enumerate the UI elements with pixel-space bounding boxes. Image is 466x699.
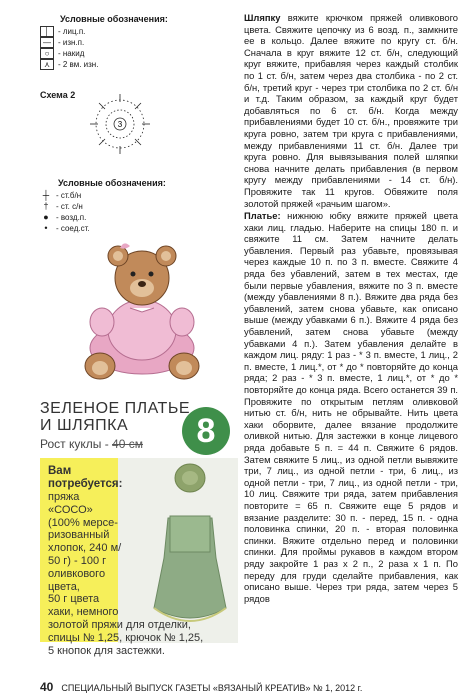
materials-line: цвета,: [48, 580, 80, 593]
materials-line: ризованный: [48, 529, 110, 542]
materials-heading1: Вам: [48, 465, 72, 477]
materials-line: спицы № 1,25, крючок № 1,25,: [48, 631, 204, 644]
pattern-number-badge: 8: [182, 407, 230, 455]
instructions-column: [244, 12, 458, 604]
legend-knitting: [40, 14, 210, 70]
double-crochet-icon: †: [43, 201, 49, 211]
dress-paragraph: [244, 210, 458, 604]
scheme-center-number: 3: [117, 120, 123, 129]
legend-row: • - соед.ст.: [40, 223, 210, 234]
teddy-bear-illustration: [72, 240, 212, 390]
pattern-title-line2: И ШЛЯПКА: [40, 417, 129, 434]
materials-line: «СОСО»: [48, 503, 93, 516]
legend-row: — - изн.п.: [40, 37, 210, 48]
pattern-title: [40, 400, 190, 434]
chain-stitch-icon: ●: [43, 212, 49, 222]
legend-row: ⋏ - 2 вм. изн.: [40, 59, 210, 70]
doll-height: [40, 437, 143, 451]
materials-text: [48, 465, 228, 657]
materials-line: (100% мерсе-: [48, 516, 118, 529]
legend-row: ○ - накид: [40, 48, 210, 59]
legend-knitting-title: Условные обозначения:: [60, 14, 168, 24]
hat-text: вяжите крючком пряжей оливкового цвета. Свяжите цепочку из 6 возд. п., замкните ее в кольцо. Далее вяжите по кругу ст. б/н. Сначала в круг вяжите 12 ст. б/н, следующий круг вяжите, прибавляя через каждый столбик по 1 ст. б/н, затем через два столбика - по 2 ст. б/н, третий круг - через три столбика по 2 ст. б/н и т.д. Таким образом, за каждый круг будет добавляться по 6 ст. б/н. Когда между прибавлениями будет 10 ст. б/н., провяжите три круга ровно, затем три круга с прибавлениями, между прибавлениями 11 ст. б/н. Далее три круга ровно. Для вывязывания полей шляпки снова начните делать прибавления (в первом кругу между прибавлениями - 14 ст. б/н). Провяжите так 11 кругов. Обвяжите поля золотой пряжей «рачьим шагом».: [244, 12, 458, 209]
pattern-title-line1: ЗЕЛЕНОЕ ПЛАТЬЕ: [40, 400, 190, 417]
footer-text: СПЕЦИАЛЬНЫЙ ВЫПУСК ГАЗЕТЫ «ВЯЗАНЫЙ КРЕАТИВ» № 1, 2012 г.: [61, 683, 363, 693]
legend-row: │ - лиц.п.: [40, 26, 210, 37]
knit-stitch-icon: │: [40, 26, 54, 37]
materials-line: пряжа: [48, 491, 80, 503]
materials-line: хлопок, 240 м/: [48, 542, 122, 555]
slip-stitch-icon: •: [44, 223, 48, 233]
purl-stitch-icon: —: [40, 37, 54, 48]
materials-line: золотой пряжи для отделки,: [48, 618, 191, 631]
legend-row: ┼ - ст.б/н: [40, 190, 210, 201]
legend-crochet-title: Условные обозначения:: [58, 178, 166, 188]
materials-line: 5 кнопок для застежки.: [48, 644, 165, 657]
legend-row: ● - возд.п.: [40, 212, 210, 223]
materials-heading2: потребуется:: [48, 478, 123, 490]
page-number: 40: [40, 680, 54, 694]
hat-paragraph: [244, 12, 458, 209]
single-crochet-icon: ┼: [42, 190, 50, 200]
dress-text: нижнюю юбку вяжите пряжей цвета хаки лиц. гладью. Наберите на спицы 180 п. и свяжите 11 см. Затем начните делать убавления. Первый раз убавьте, провязывая через каждые 10 п. по 3 п. вместе. Свяжите 4 ряда без убавлений, затем в тех местах, где были первые убавления, вяжите по 3 п. вместе (между убавлениями 8 п.). Вяжите два ряда без убавлений, затем снова убавьте, как описано выше (между убавками 6 п.). Вяжите 4 ряда без убавлений, затем снова убавьте (между убавками 4 п.). Затем убавления делайте в каждом лиц. ряду: 1 раз - * 3 п. вместе, 1 лиц., 2 п. вместе, 1 лиц.*, от * до * повторяйте до конца ряда; 2 раз - * 3 п. вместе, 1 лиц.*, от * до * повторяйте до конца ряда. Всего останется 39 п. Провяжите по открытым петлям оливковой нитью ст. б/н, нить не обрывайте. Нить цвета хаки оборвите, далее вязание продолжите оливкой нитью. Для застежки в конце лицевого ряда добавьте 5 п. = 44 п. Свяжите 6 рядов. Затем свяжите 5 лиц., из одной петли вывяжите три, 7 лиц., из одной петли - три, 6 лиц., из одной петли - три, 7 лиц., из одной петли - три, 10 лиц. Свяжите три ряда, затем прибавления повторите = 65 п. Свяжите еще 5 рядов и вязание разделите: 30 п. - перед, 15 п. - одна половинка спинки, 20 п. - вторая половинка спинки. Вяжите отдельно перед и половинки спинки. Для проймы рукавов в каждом втором ряду закройте 1 раз х 2 п., 2 раза х 1 п. По переду для груди сделайте прибавления, как описано выше. Через три ряда, затем через 5 рядов: [244, 210, 458, 604]
legend-crochet: [40, 178, 210, 234]
page-footer: [40, 680, 362, 694]
materials-line: хаки, немного: [48, 606, 119, 619]
legend-row: † - ст. с/н: [40, 201, 210, 212]
scheme-label: Схема 2: [40, 90, 76, 100]
dress-heading: Платье:: [244, 210, 281, 222]
doll-height-value: 40 см: [112, 437, 143, 451]
doll-height-label: Рост куклы -: [40, 437, 113, 451]
materials-line: 50 г) - 100 г: [48, 554, 107, 567]
materials-line: оливкового: [48, 567, 106, 580]
hat-heading: Шляпку: [244, 12, 281, 23]
materials-line: 50 г цвета: [48, 593, 100, 606]
yarn-over-icon: ○: [40, 48, 54, 59]
crochet-scheme-diagram: [70, 92, 170, 164]
two-together-purl-icon: ⋏: [40, 59, 54, 70]
